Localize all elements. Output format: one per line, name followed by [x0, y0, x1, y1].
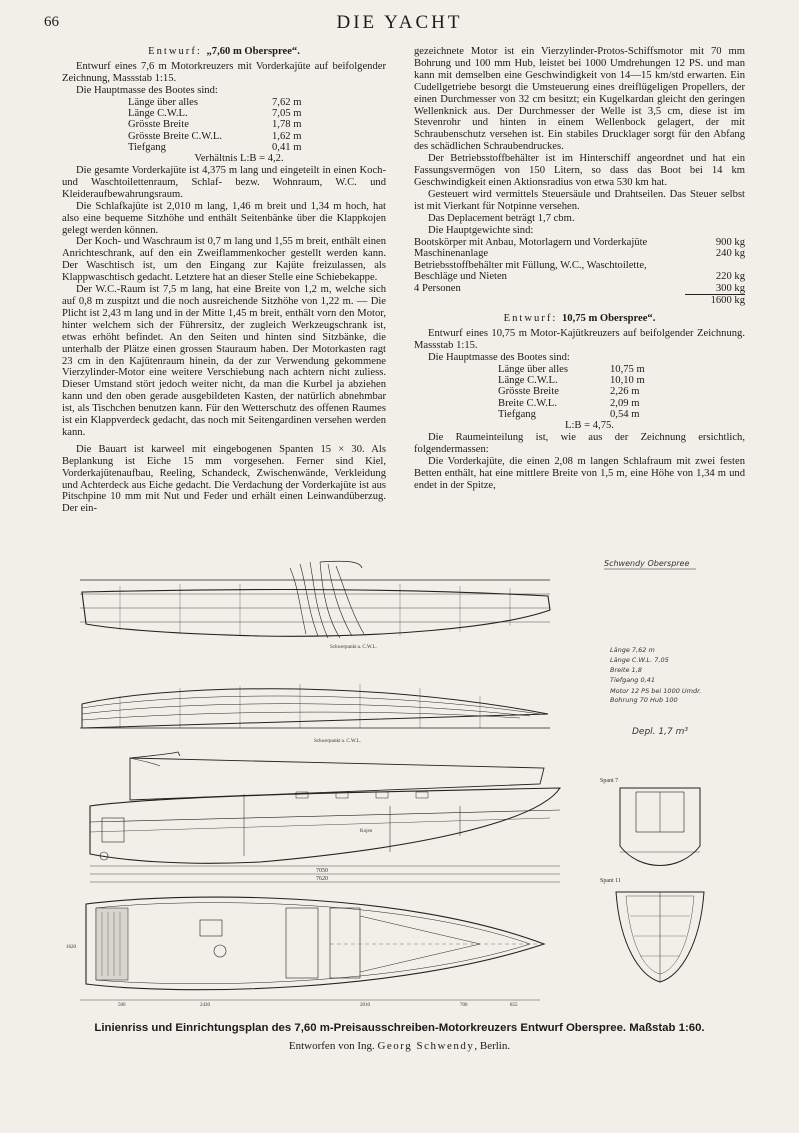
article2-dims-table — [498, 364, 645, 420]
beam-dim: 1620 — [66, 945, 76, 950]
waterline-label-2: Schwerpunkt a. C.W.L. — [314, 739, 361, 744]
article1-heading — [62, 46, 386, 58]
plan-dim: 2010 — [360, 1003, 370, 1008]
designer-prefix: Entworfen von Ing. — [288, 1040, 375, 1052]
weights-row: Betriebsstoffbehälter mit Füllung, W.C., Waschtoilette, Beschläge und Nieten 220 kg — [414, 259, 745, 283]
designer-suffix: , Berlin. — [474, 1040, 511, 1052]
article1-paragraph: Die Bauart ist karweel mit eingebogenen Spanten 15 × 30. Als Beplankung ist Eiche 15 mm vorgesehen. Ferner sind Kiel, Vorderkajütenaufbau, Reeling, Schandeck, Zwischenwände, Verkleidung und Achterdeck aus Eiche gedacht. Die Verdachung der Vorderkajüte ist aus Pitschpine 10 mm mit Nut und Feder und erhält einen Leinwandüberzug. Der ein- — [62, 443, 386, 515]
svg-text:Breite 1,8: Breite 1,8 — [610, 666, 642, 674]
dims-row: Tiefgang 0,54 m — [498, 408, 640, 420]
dims-row: Grösste Breite C.W.L. 1,62 m — [128, 130, 302, 142]
frame-section-11 — [600, 878, 704, 982]
article1-paragraph: Der Koch- und Waschraum ist 0,7 m lang und 1,55 m breit, enthält einen Anrichteschrank, auf den ein Zweiflammenkocher gestellt werden kann. Der Waschtisch ist, um den Eingang zur Kajüte freizulassen, als Klappwaschtisch gedacht. Letztere hat an dieser Stelle eine Schiebekappe. — [62, 236, 386, 284]
sheer-plan — [80, 561, 550, 650]
frame-section-7 — [600, 778, 700, 866]
article2-heading-prefix: Entwurf: — [503, 313, 558, 325]
svg-text:Länge 7,62 m: Länge 7,62 m — [610, 646, 655, 654]
waterline-label-1: Schwerpunkt a. C.W.L. — [330, 645, 377, 650]
article1-dims-intro: Die Hauptmasse des Bootes sind: — [76, 84, 218, 96]
weights-row: Bootskörper mit Anbau, Motorlagern und Vorderkajüte 900 kg — [414, 236, 745, 248]
right-paragraph: Der Betriebsstoffbehälter ist im Hinterschiff angeordnet und hat ein Fassungsvermögen von 150 Litern, so dass das Boot bei 14 km Geschwindigkeit einen Aktionsradius von etwa 530 km hat. — [414, 153, 745, 188]
weights-row: Maschinenanlage 240 kg — [414, 248, 745, 260]
dims-row: Grösste Breite 1,78 m — [128, 119, 302, 131]
weights-total: 1600 kg — [685, 295, 745, 307]
weights-total-row — [414, 295, 745, 307]
right-paragraph: Das Deplacement beträgt 1,7 cbm. — [428, 212, 575, 224]
plan-dim: 700 — [460, 1003, 468, 1008]
right-column — [414, 46, 745, 492]
dims-row: Länge C.W.L. 10,10 m — [498, 374, 645, 386]
left-column — [62, 46, 386, 515]
right-paragraph: gezeichnete Motor ist ein Vierzylinder-Protos-Schiffsmotor mit 70 mm Bohrung und 100 mm Hub, leistet bei 1000 Umdrehungen 12 PS. und man kann mit demselben eine Geschwindigkeit von 14—15 km/std erwarten. Ein Cudellgetriebe besorgt die Umsteuerung eines dreiflügeligen Propellers, der einen Durchmesser von 32 cm besitzt; ein Kugelkardan gleicht den geringen Wellenknick aus. Der Durchmesser der Welle ist 3,5 cm, diese ist im Stevenrohr und hinten in einem Wellenbock gelagert, der mit Schraubenschutz versehen ist. Ein stabiles Drucklager sorgt für den Abfang des schädlichen Schraubendruckes. — [414, 46, 745, 153]
page-number: 66 — [44, 14, 59, 30]
length-total-dim: 7620 — [316, 876, 328, 882]
dims-row: Breite C.W.L. 2,09 m — [498, 397, 640, 409]
plan-dim: 855 — [510, 1003, 518, 1008]
article2-paragraph: Die Raumeinteilung ist, wie aus der Zeichnung ersichtlich, folgendermassen: — [414, 432, 745, 455]
svg-text:Spant 11: Spant 11 — [600, 878, 621, 884]
dims-row: Länge über alles 10,75 m — [498, 363, 645, 375]
article1-heading-prefix: Entwurf: — [148, 46, 202, 57]
article2-ratio: L:B = 4,75. — [565, 420, 614, 432]
designer-name: Georg Schwendy — [377, 1040, 475, 1052]
svg-text:Länge C.W.L. 7,05: Länge C.W.L. 7,05 — [610, 656, 669, 664]
displacement-note: Depl. 1,7 m³ — [632, 727, 688, 737]
article1-intro: Entwurf eines 7,6 m Motorkreuzers mit Vorderkajüte auf beifolgender Zeichnung, Massstab 1:15. — [62, 60, 386, 84]
dims-row: Tiefgang 0,41 m — [128, 141, 302, 153]
length-cwl-dim: 7050 — [316, 868, 328, 874]
plan-dim: 500 — [118, 1003, 126, 1008]
article1-paragraph: Die Schlafkajüte ist 2,010 m lang, 1,46 m breit und 1,34 m hoch, hat also eine bequeme Sitzhöhe und enthält Seitenbänke über die Klappkojen gelegt werden können. — [62, 200, 386, 236]
dims-row: Länge C.W.L. 7,05 m — [128, 107, 302, 119]
weights-intro: Die Hauptgewichte sind: — [428, 224, 534, 236]
drawing-signature: Schwendy Oberspree — [604, 559, 690, 568]
longitudinal-section — [90, 752, 560, 882]
svg-text:Bohrung 70 Hub 100: Bohrung 70 Hub 100 — [610, 696, 678, 704]
cabin-label: Kojen — [360, 829, 373, 834]
deck-plan — [66, 897, 544, 1008]
article2-heading — [414, 313, 745, 325]
weights-row: 4 Personen 300 kg — [414, 282, 745, 295]
article1-paragraph: Der W.C.-Raum ist 7,5 m lang, hat eine Breite von 1,2 m, welche sich auf 0,8 m zuspitzt und die noch ausreichende Sitzhöhe von 1,22 m. — Die Plicht ist 2,43 m lang und in der Mitte 1,45 m breit, enthält vorn den Motor, hinter welchem sich der Führersitz, der zugleich Werkzeugschrank ist, etwas erhöht befindet. An den Seiten und hinten sind Sitzbänke, die unterhalb der Plätze einen grossen Stauraum haben. Der Motorkasten ragt 23 cm in den Kajütenraum hinein, da der zur Verwendung gekommene Vierzylinder-Motor eine weitere Verschiebung nach achtern nicht zuliess. Dieser Umstand stört jedoch weiter nicht, da man die Kurbel ja abziehen kann und den oben gerade ausgebildeten Kasten, der natürlich abnehmbar ist, als Tischchen benutzen kann. Für den Wetterschutz des offenen Raumes ist ein Klappverdeck gedacht, das noch mit Seitengardinen versehen werden kann. — [62, 284, 386, 438]
svg-text:Tiefgang 0,41: Tiefgang 0,41 — [610, 676, 655, 684]
figure-caption: Linienriss und Einrichtungsplan des 7,60 m-Preisausschreiben-Motorkreuzers Entwurf Oberspree. Maßstab 1:60. — [94, 1022, 705, 1034]
article2-dims-intro: Die Hauptmasse des Bootes sind: — [428, 351, 570, 363]
half-breadth-plan — [80, 684, 550, 744]
article1-paragraph: Die gesamte Vorderkajüte ist 4,375 m lang und eingeteilt in einen Koch- und Waschtoilettenraum, Schlaf- bezw. Wohnraum, W.C. und Kleideraufbewahrungsraum. — [62, 165, 386, 200]
article2-paragraph: Die Vorderkajüte, die einen 2,08 m langen Schlafraum mit zwei festen Betten enthält, hat eine mittlere Breite von 1,5 m, eine Höhe von 1,34 m und endet in der Spitze, — [414, 455, 745, 491]
article2-intro: Entwurf eines 10,75 m Motor-Kajütkreuzers auf beifolgender Zeichnung. Massstab 1:15. — [414, 327, 745, 351]
article1-heading-name: „7,60 m Oberspree“. — [206, 46, 300, 57]
dims-row: Grösste Breite 2,26 m — [498, 386, 640, 398]
svg-text:Spant 7: Spant 7 — [600, 778, 619, 784]
boat-plan-drawing — [60, 556, 760, 1022]
article1-dims-table — [128, 97, 301, 153]
weights-table — [414, 237, 745, 308]
figure-designer — [0, 1040, 799, 1052]
article1-ratio: Verhältnis L:B = 4,2. — [194, 153, 284, 165]
drawing-notes — [610, 646, 701, 737]
article2-heading-name: 10,75 m Oberspree“. — [561, 313, 656, 325]
right-paragraph: Gesteuert wird vermittels Steuersäule und Drahtseilen. Das Steuer selbst ist mit Vierkant für Notpinne versehen. — [414, 188, 745, 212]
dims-row: Länge über alles 7,62 m — [128, 96, 302, 108]
svg-text:Motor 12 PS bei 1000 Umdr.: Motor 12 PS bei 1000 Umdr. — [610, 687, 702, 695]
magazine-title: DIE YACHT — [336, 12, 463, 33]
plan-dim: 2430 — [200, 1003, 210, 1008]
